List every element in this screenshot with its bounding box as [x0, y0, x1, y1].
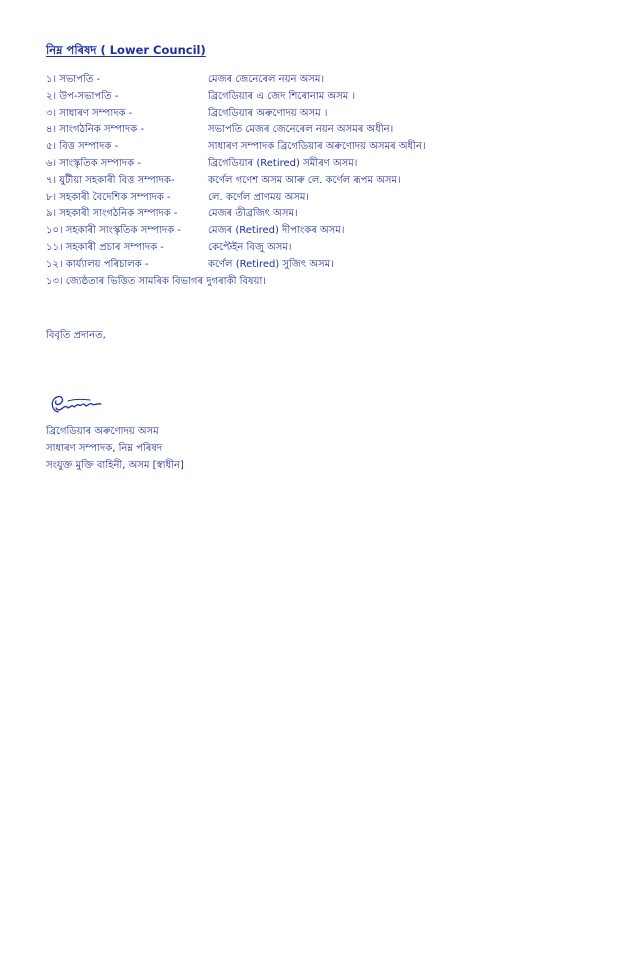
member-holder: কৰ্ণেল (Retired) সুজিৎ অসম।	[208, 258, 334, 270]
member-holder: মেজৰ জেনেৰেল নয়ন অসম।	[208, 74, 325, 85]
member-role: ২। উপ-সভাপতি -	[46, 90, 119, 102]
member-holder: ব্ৰিগেডিয়াৰ অৰুণোদয় অসম ।	[208, 107, 328, 119]
member-role: ১১। সহকাৰী প্ৰচাৰ সম্পাদক -	[46, 241, 164, 253]
note-row	[46, 274, 606, 291]
member-role: ৫। বিত্ত সম্পাদক -	[46, 141, 119, 153]
document-title: নিম্ন পৰিষদ ( Lower Council)	[46, 43, 206, 57]
signatory-name: ব্ৰিগেডিয়াৰ অৰুণোদয় অসম	[46, 426, 159, 437]
member-role: ১। সভাপতি -	[46, 74, 101, 85]
note-text: ১৩। জ্যেষ্ঠতাৰ ভিত্তিত সামৰিক বিভাগৰ দুগৰাকী বিষয়া।	[46, 275, 266, 287]
member-row	[46, 173, 606, 190]
signature-icon	[48, 392, 104, 416]
member-role: ৬। সাংস্কৃতিক সম্পাদক -	[46, 157, 141, 169]
member-holder: লে. কৰ্ণেল প্ৰাণময় অসম।	[208, 191, 309, 203]
member-row	[46, 257, 606, 274]
member-holder: সাধাৰণ সম্পাদক ব্ৰিগেডিয়াৰ অৰুণোদয় অসমৰ অধীন।	[208, 141, 426, 153]
signatory-block	[46, 423, 184, 474]
member-role: ৩। সাধাৰণ সম্পাদক -	[46, 107, 133, 119]
member-role: ৮। সহকাৰী বৈদেশিক সম্পাদক -	[46, 191, 171, 203]
member-row	[46, 89, 606, 106]
member-row	[46, 240, 606, 257]
member-role: ১০। সহকাৰী সাংস্কৃতিক সম্পাদক -	[46, 225, 181, 237]
member-role: ৯। সহকাৰী সাংগঠনিক সম্পাদক -	[46, 208, 178, 220]
member-row	[46, 190, 606, 207]
member-holder: কৰ্ণেল গণেশ অসম আৰু লে. কৰ্ণেল ৰূপম অসম।	[208, 174, 401, 186]
member-row	[46, 72, 606, 89]
member-row	[46, 206, 606, 223]
member-row	[46, 106, 606, 123]
member-holder: কেপ্টেইন বিজু অসম।	[208, 241, 292, 253]
member-row	[46, 156, 606, 173]
member-row	[46, 122, 606, 139]
member-role: ৭। যুটীয়া সহকাৰী বিত্ত সম্পাদক-	[46, 174, 175, 186]
signatory-designation: সাধাৰণ সম্পাদক, নিম্ন পৰিষদ	[46, 443, 163, 454]
member-holder: মেজৰ (Retired) দীপাংকৰ অসম।	[208, 225, 345, 237]
member-holder: ব্ৰিগেডিয়াৰ (Retired) সমীৰণ অসম।	[208, 157, 358, 169]
closing-text: বিবৃতি প্ৰদানত,	[46, 330, 106, 341]
member-row	[46, 223, 606, 240]
signatory-organization: সংযুক্ত মুক্তি বাহিনী, অসম [স্বাধীন]	[46, 460, 184, 471]
member-row	[46, 139, 606, 156]
member-role: ১২। কাৰ্য্যালয় পৰিচালক -	[46, 258, 149, 270]
member-holder: সভাপতি মেজৰ জেনেৰেল নয়ন অসমৰ অধীন।	[208, 124, 394, 136]
member-role: ৪। সাংগঠনিক সম্পাদক -	[46, 124, 145, 136]
member-holder: মেজৰ তীব্ৰজিৎ অসম।	[208, 208, 298, 220]
member-holder: ব্ৰিগেডিয়াৰ এ জেদ শিৰোনাম অসম ।	[208, 90, 356, 102]
member-list	[46, 72, 606, 290]
